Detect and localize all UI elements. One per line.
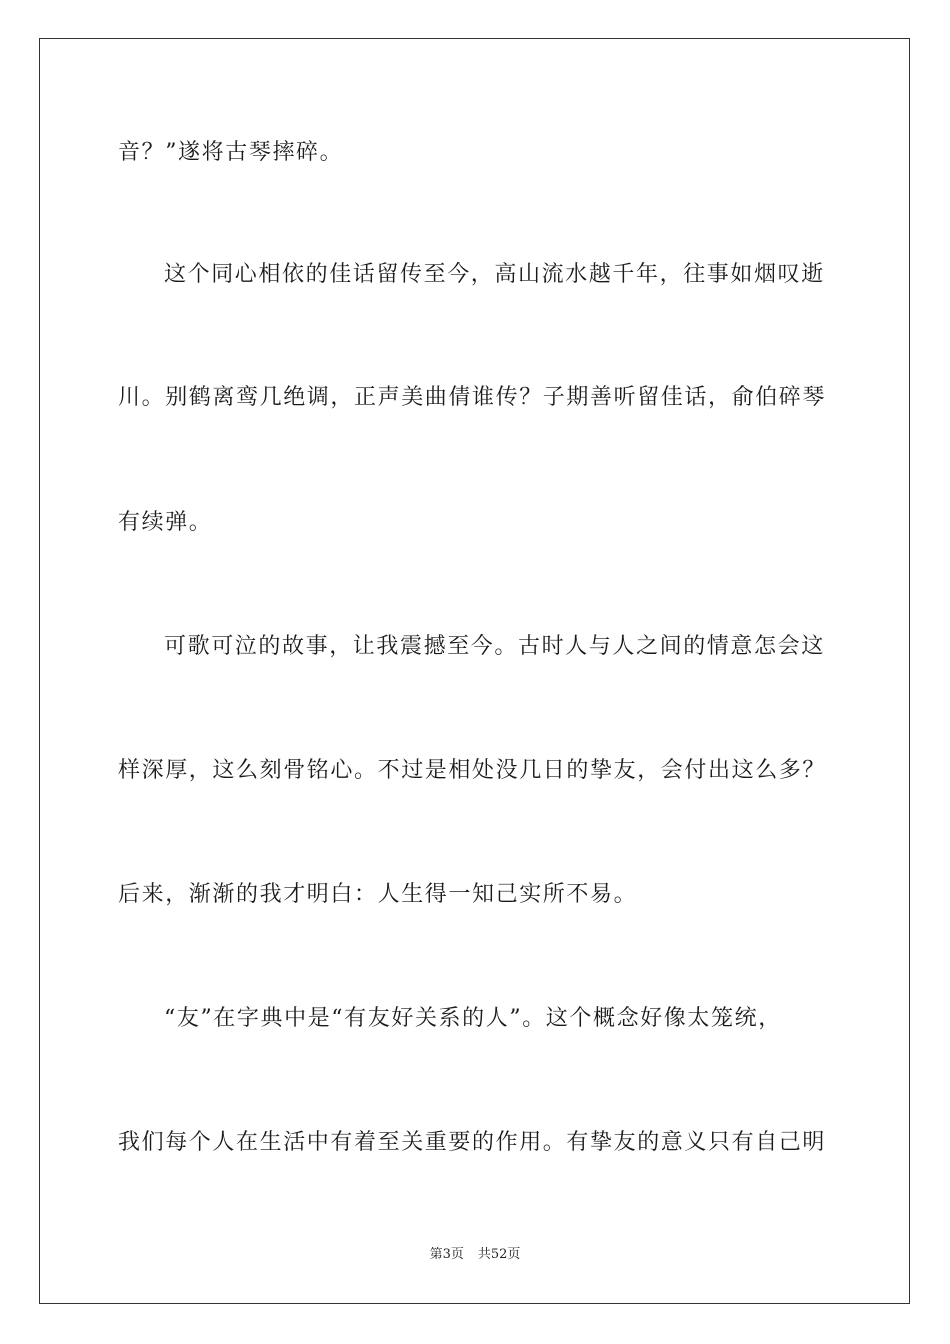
paragraph-line: 川。别鹤离鸾几绝调，正声美曲倩谁传？子期善听留佳话，俞伯碎琴 bbox=[118, 385, 827, 410]
paragraph-line: “友”在字典中是“有友好关系的人”。这个概念好像太笼统， bbox=[164, 1006, 782, 1031]
page-border bbox=[39, 38, 910, 1304]
paragraph-line: 这个同心相依的佳话留传至今，高山流水越千年，往事如烟叹逝 bbox=[164, 262, 825, 287]
paragraph-line: 音？”遂将古琴摔碎。 bbox=[118, 140, 344, 165]
paragraph-line: 有续弹。 bbox=[118, 510, 213, 535]
paragraph-line: 我们每个人在生活中有着至关重要的作用。有挚友的意义只有自己明 bbox=[118, 1130, 827, 1155]
paragraph-line: 样深厚，这么刻骨铭心。不过是相处没几日的挚友，会付出这么多？ bbox=[118, 758, 827, 783]
paragraph-line: 可歌可泣的故事，让我震撼至今。古时人与人之间的情意怎会这 bbox=[164, 634, 825, 659]
paragraph-line: 后来，渐渐的我才明白：人生得一知己实所不易。 bbox=[118, 882, 638, 907]
page-footer bbox=[0, 1246, 950, 1264]
current-page-label: 第3页 bbox=[429, 1247, 464, 1262]
total-pages-label: 共52页 bbox=[477, 1247, 521, 1262]
